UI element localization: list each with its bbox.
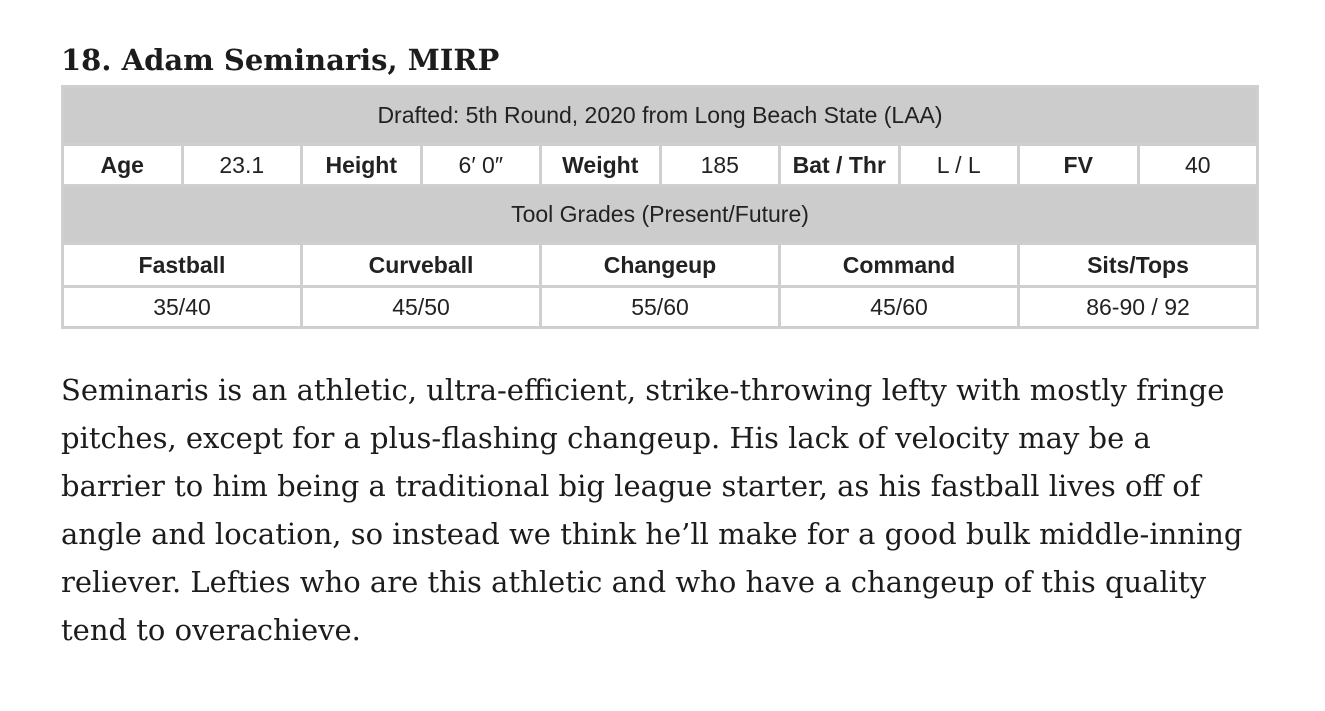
prospect-stats-table — [61, 85, 1259, 329]
prospect-name: Adam Seminaris — [121, 43, 388, 77]
tool-grade: 86-90 / 92 — [1019, 287, 1258, 328]
tool-names-row — [63, 244, 1258, 287]
bio-row — [63, 145, 1258, 186]
tool-grade: 35/40 — [63, 287, 302, 328]
weight-label: Weight — [541, 145, 661, 186]
age-value: 23.1 — [182, 145, 302, 186]
weight-value: 185 — [660, 145, 780, 186]
tool-grades-title-row — [63, 186, 1258, 244]
tool-grade: 45/50 — [302, 287, 541, 328]
tool-grades-row — [63, 287, 1258, 328]
tool-name: Command — [780, 244, 1019, 287]
tool-grade: 55/60 — [541, 287, 780, 328]
age-label: Age — [63, 145, 183, 186]
fv-label: FV — [1019, 145, 1139, 186]
height-label: Height — [302, 145, 422, 186]
fv-value: 40 — [1138, 145, 1258, 186]
tool-name: Sits/Tops — [1019, 244, 1258, 287]
prospect-entry — [61, 0, 1259, 654]
height-value: 6′ 0″ — [421, 145, 541, 186]
scouting-report: Seminaris is an athletic, ultra-efficient, strike-throwing lefty with mostly fringe pitches, except for a plus-flashing changeup. His lack of velocity may be a barrier to him being a traditional big league starter, as his fastball lives off of angle and location, so instead we think he’ll make for a good bulk middle-inning reliever. Lefties who are this athletic and who have a changeup of this quality tend to overachieve. — [61, 373, 1243, 647]
prospect-heading — [61, 0, 1259, 85]
drafted-row — [63, 87, 1258, 145]
tool-grades-title: Tool Grades (Present/Future) — [63, 186, 1258, 244]
prospect-rank: 18. — [61, 43, 112, 77]
tool-grade: 45/60 — [780, 287, 1019, 328]
bat-throw-label: Bat / Thr — [780, 145, 900, 186]
drafted-info: Drafted: 5th Round, 2020 from Long Beach State (LAA) — [63, 87, 1258, 145]
tool-name: Fastball — [63, 244, 302, 287]
bat-throw-value: L / L — [899, 145, 1019, 186]
prospect-position: , MIRP — [387, 43, 500, 77]
tool-name: Changeup — [541, 244, 780, 287]
tool-name: Curveball — [302, 244, 541, 287]
